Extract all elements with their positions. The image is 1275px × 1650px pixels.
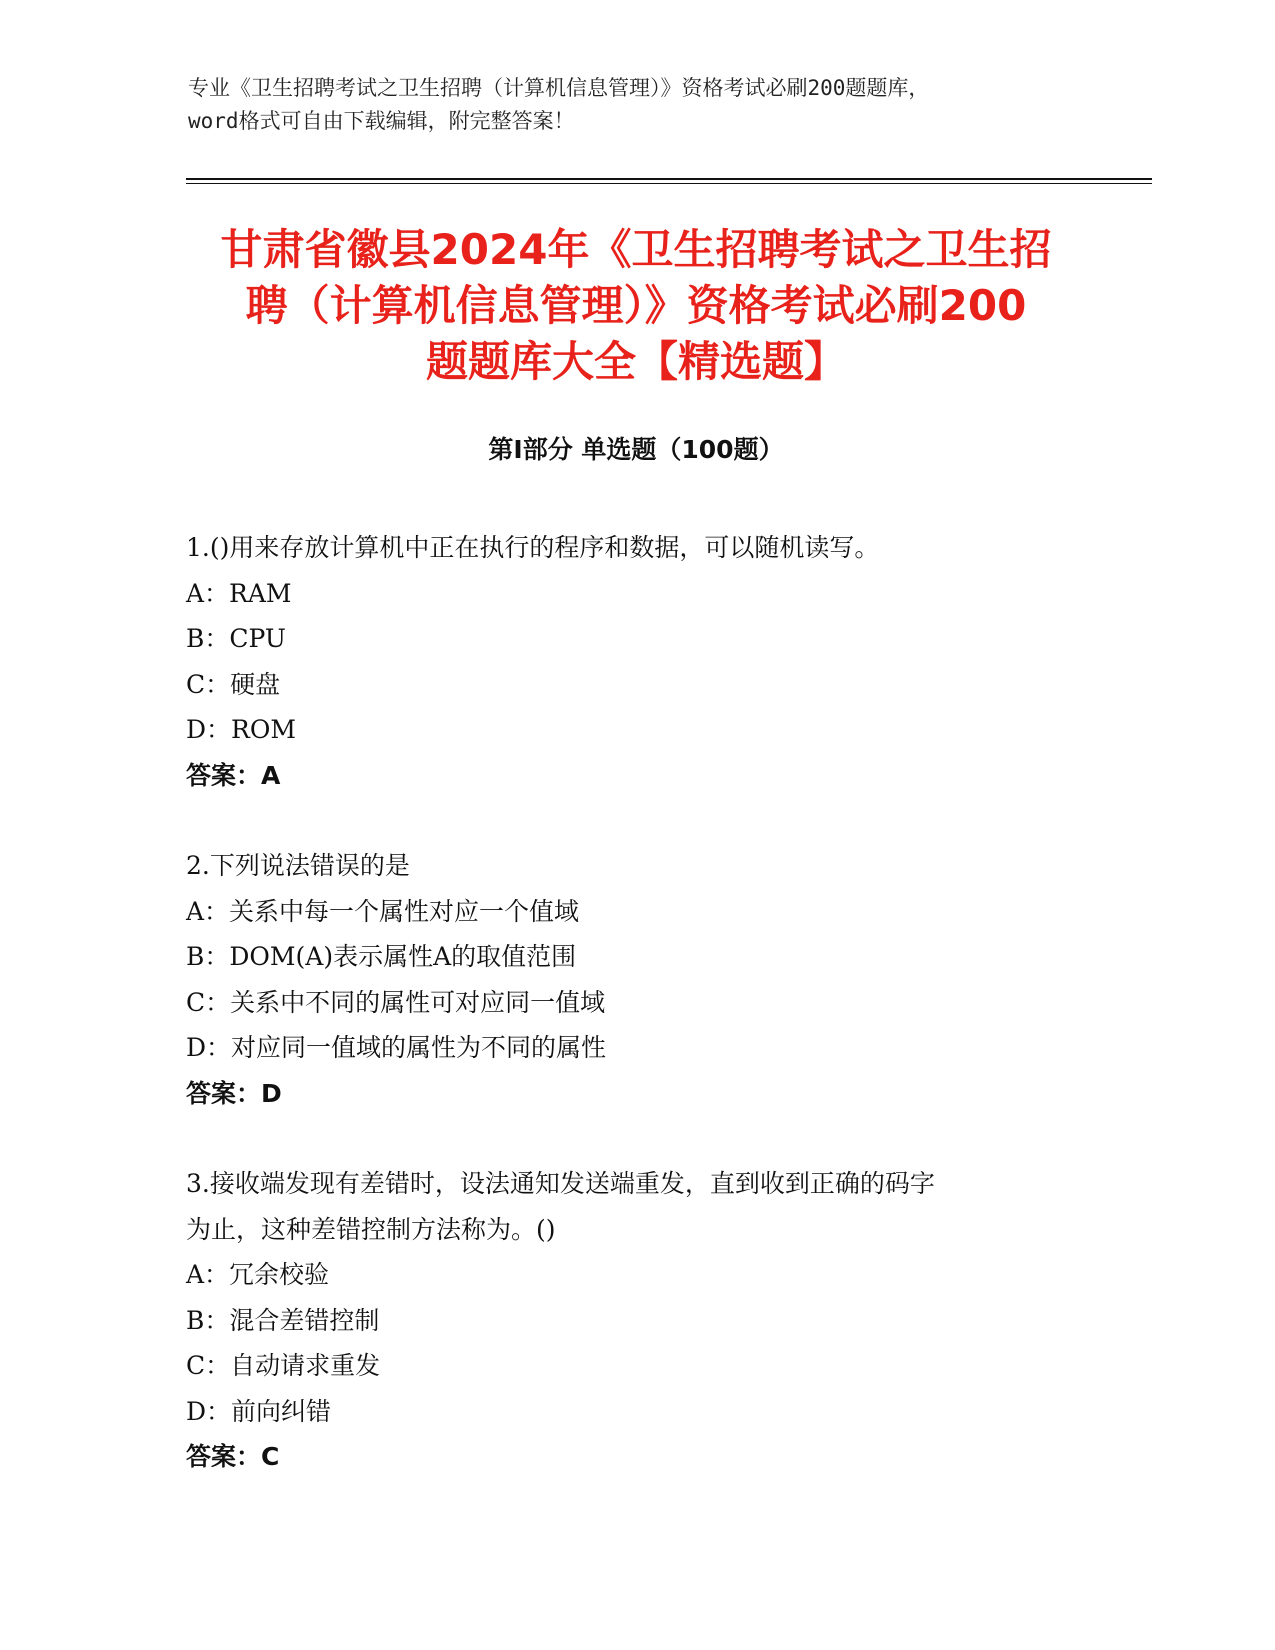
header-note-line: word格式可自由下载编辑，附完整答案！ xyxy=(188,109,575,133)
title-line: 题题库大全【精选题】 xyxy=(425,337,846,386)
answer: 答案：C xyxy=(186,1442,280,1471)
option-c: C：关系中不同的属性可对应同一值域 xyxy=(186,987,606,1017)
option-d: D：前向纠错 xyxy=(186,1396,332,1426)
option-b: B：混合差错控制 xyxy=(186,1305,380,1335)
answer: 答案：D xyxy=(186,1078,282,1108)
option-a: A：冗余校验 xyxy=(186,1260,330,1289)
header-note xyxy=(188,72,1088,138)
divider xyxy=(186,183,1152,184)
title-line: 甘肃省徽县2024年《卫生招聘考试之卫生招 xyxy=(220,225,1052,274)
question-2 xyxy=(186,843,1086,1116)
option-a: A：关系中每一个属性对应一个值域 xyxy=(186,896,580,926)
option-b: B：DOM(A)表示属性A的取值范围 xyxy=(186,942,577,971)
title-line: 聘（计算机信息管理）》资格考试必刷200 xyxy=(245,281,1027,330)
question-stem: 3.接收端发现有差错时，设法通知发送端重发，直到收到正确的码字 xyxy=(186,1169,935,1198)
option-d: D：ROM xyxy=(186,715,296,744)
option-c: C：自动请求重发 xyxy=(186,1351,381,1380)
question-stem-continued: 为止，这种差错控制方法称为。() xyxy=(186,1214,556,1244)
question-1 xyxy=(186,525,1086,798)
question-3 xyxy=(186,1161,1086,1480)
header-note-line: 专业《卫生招聘考试之卫生招聘（计算机信息管理）》资格考试必刷200题题库， xyxy=(188,76,930,100)
question-stem: 1.()用来存放计算机中正在执行的程序和数据，可以随机读写。 xyxy=(186,533,880,562)
document-title xyxy=(186,222,1086,390)
question-list xyxy=(186,525,1086,1525)
answer: 答案：A xyxy=(186,760,281,790)
option-d: D：对应同一值域的属性为不同的属性 xyxy=(186,1033,607,1062)
option-c: C：硬盘 xyxy=(186,669,281,699)
section-heading: 第Ⅰ部分 单选题（100题） xyxy=(488,435,784,464)
option-b: B：CPU xyxy=(186,624,286,653)
option-a: A：RAM xyxy=(186,578,292,608)
divider xyxy=(186,178,1152,180)
question-stem: 2.下列说法错误的是 xyxy=(186,851,410,880)
